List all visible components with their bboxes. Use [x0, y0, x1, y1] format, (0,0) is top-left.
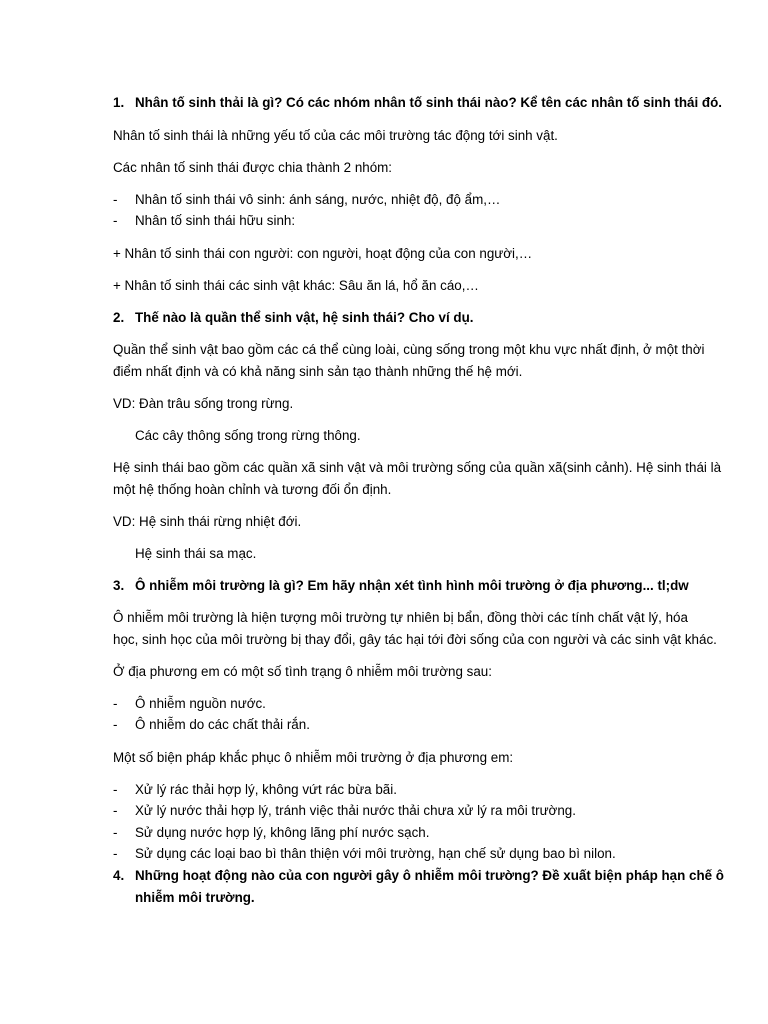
- q3-number: 3.: [113, 578, 125, 593]
- q1-number: 1.: [113, 95, 125, 110]
- q3-measure-4: Sử dụng các loại bao bì thân thiện với môi trường, hạn chế sử dụng bao bì nilon.: [135, 846, 616, 861]
- q2-paragraph-2-line-1: Hệ sinh thái bao gồm các quần xã sinh vật và môi trường sống của quần xã(sinh cảnh). Hệ sinh thái là: [113, 460, 722, 475]
- q2-paragraph-1-line-2: điểm nhất định và có khả năng sinh sản tạo thành những thế hệ mới.: [113, 364, 523, 379]
- bullet-dash: -: [113, 696, 118, 711]
- bullet-dash: -: [113, 192, 118, 207]
- q2-paragraph-2-line-2: một hệ thống hoàn chỉnh và tương đối ổn định.: [113, 482, 392, 497]
- bullet-dash: -: [113, 803, 118, 818]
- q3-bullet-2: Ô nhiễm do các chất thải rắn.: [135, 717, 310, 732]
- q1-paragraph-1: Nhân tố sinh thái là những yếu tố của các môi trường tác động tới sinh vật.: [113, 128, 558, 143]
- bullet-dash: -: [113, 846, 118, 861]
- q2-example-2b: Hệ sinh thái sa mạc.: [135, 546, 257, 561]
- q1-plus-1: + Nhân tố sinh thái con người: con người, hoạt động của con người,…: [113, 246, 533, 261]
- q3-paragraph-1-line-2: học, sinh học của môi trường bị thay đổi, gây tác hại tới đời sống của con người và các sinh vật khác.: [113, 632, 717, 647]
- q2-example-1: VD: Đàn trâu sống trong rừng.: [113, 396, 294, 411]
- q2-example-1b: Các cây thông sống trong rừng thông.: [135, 428, 361, 443]
- q1-paragraph-2: Các nhân tố sinh thái được chia thành 2 nhóm:: [113, 160, 393, 175]
- q4-heading-line-1: Những hoạt động nào của con người gây ô nhiễm môi trường? Đề xuất biện pháp hạn chế ô: [135, 868, 724, 883]
- q3-heading: Ô nhiễm môi trường là gì? Em hãy nhận xét tình hình môi trường ở địa phương... tl;dw: [135, 578, 689, 593]
- q4-heading-line-2: nhiễm môi trường.: [135, 890, 255, 905]
- q1-heading: Nhân tố sinh thải là gì? Có các nhóm nhân tố sinh thái nào? Kể tên các nhân tố sinh thái đó.: [135, 95, 722, 110]
- bullet-dash: -: [113, 782, 118, 797]
- bullet-dash: -: [113, 825, 118, 840]
- q4-number: 4.: [113, 868, 125, 883]
- q2-paragraph-1-line-1: Quần thể sinh vật bao gồm các cá thể cùng loài, cùng sống trong một khu vực nhất định, ở một thời: [113, 342, 705, 357]
- q2-heading: Thế nào là quần thể sinh vật, hệ sinh thái? Cho ví dụ.: [135, 310, 474, 325]
- q2-number: 2.: [113, 310, 125, 325]
- q3-paragraph-2: Ở địa phương em có một số tình trạng ô nhiễm môi trường sau:: [113, 664, 492, 679]
- q3-measure-2: Xử lý nước thải hợp lý, tránh việc thải nước thải chưa xử lý ra môi trường.: [135, 803, 576, 818]
- q1-bullet-1: Nhân tố sinh thái vô sinh: ánh sáng, nước, nhiệt độ, độ ẩm,…: [135, 192, 501, 207]
- q3-paragraph-3: Một số biện pháp khắc phục ô nhiễm môi trường ở địa phương em:: [113, 750, 514, 765]
- q3-measure-3: Sử dụng nước hợp lý, không lãng phí nước sạch.: [135, 825, 430, 840]
- bullet-dash: -: [113, 717, 118, 732]
- q3-measure-1: Xử lý rác thải hợp lý, không vứt rác bừa bãi.: [135, 782, 397, 797]
- bullet-dash: -: [113, 213, 118, 228]
- q1-plus-2: + Nhân tố sinh thái các sinh vật khác: Sâu ăn lá, hổ ăn cáo,…: [113, 278, 479, 293]
- q2-example-2: VD: Hệ sinh thái rừng nhiệt đới.: [113, 514, 302, 529]
- q3-bullet-1: Ô nhiễm nguồn nước.: [135, 696, 266, 711]
- q1-bullet-2: Nhân tố sinh thái hữu sinh:: [135, 213, 296, 228]
- q3-paragraph-1-line-1: Ô nhiễm môi trường là hiện tượng môi trường tự nhiên bị bẩn, đồng thời các tính chất vật lý, hóa: [113, 610, 688, 625]
